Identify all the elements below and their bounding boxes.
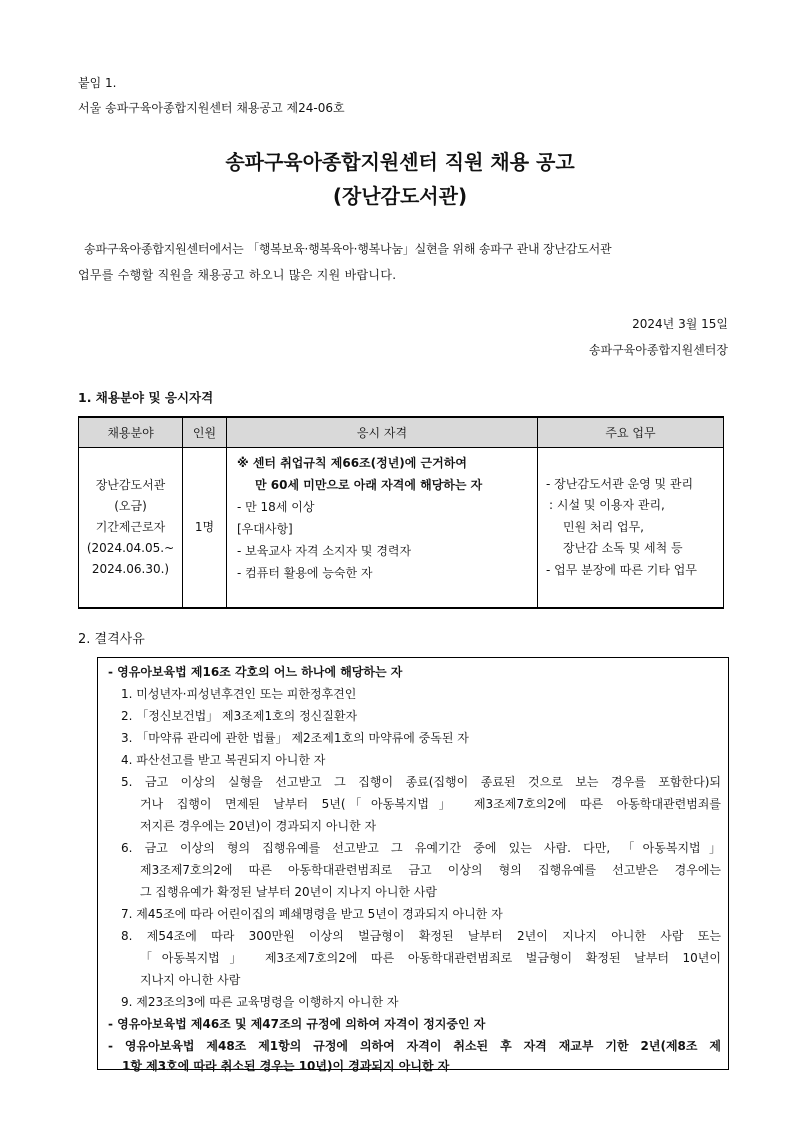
- intro-line-1: 송파구육아종합지원센터에서는 「행복보육·행복육아·행복나눔」실현을 위해 송파구 관내 장난감도서관: [84, 242, 612, 256]
- disqualification-line: 2. 「정신보건법」 제3조제1호의 정신질환자: [121, 709, 358, 723]
- disqualification-line: 7. 제45조에 따라 어린이집의 폐쇄명령을 받고 5년이 경과되지 아니한 자: [121, 907, 503, 921]
- qualification-line: 만 60세 미만으로 아래 자격에 해당하는 자: [255, 478, 483, 492]
- disqualification-line: 지나지 아니한 사람: [140, 973, 241, 987]
- disqualification-line: 8. 제54조에 따라 300만원 이상의 벌금형이 확정된 날부터 2년이 지나지 아니한 사람 또는: [121, 929, 721, 943]
- field-cell: [79, 448, 183, 609]
- notice-number: 서울 송파구육아종합지원센터 채용공고 제24-06호: [78, 101, 345, 115]
- field-line: 2024.06.30.): [91, 562, 170, 576]
- disqualification-line: - 영유아보육법 제46조 및 제47조의 규정에 의하여 자격이 정지중인 자: [108, 1017, 486, 1031]
- duties-cell: [538, 448, 724, 609]
- table-header-row: [79, 417, 724, 448]
- section-heading-2: 2. 결격사유: [78, 632, 145, 647]
- disqualification-line: 제3조제7호의2에 따른 아동학대관련범죄로 금고 이상의 형의 집행유예를 선고받은 경우에는: [140, 863, 721, 877]
- intro-paragraph: [78, 236, 728, 288]
- duty-line: 민원 처리 업무,: [563, 519, 644, 534]
- page-title: 송파구육아종합지원센터 직원 채용 공고: [225, 150, 575, 174]
- column-header: 주요 업무: [538, 417, 724, 448]
- table-row: [79, 448, 724, 609]
- disqualification-line: 9. 제23조의3에 따른 교육명령을 이행하지 아니한 자: [121, 995, 399, 1009]
- disqualification-line: 3. 「마약류 관리에 관한 법률」 제2조제1호의 마약류에 중독된 자: [121, 731, 469, 745]
- duty-line: : 시설 및 이용자 관리,: [549, 498, 665, 513]
- column-header: 응시 자격: [227, 417, 538, 448]
- page-subtitle: (장난감도서관): [332, 184, 468, 208]
- duty-line: - 장난감도서관 운영 및 관리: [546, 476, 694, 491]
- duty-line: - 업무 분장에 따른 기타 업무: [546, 562, 697, 577]
- attachment-label: 붙임 1.: [78, 76, 117, 90]
- disqualification-line: - 영유아보육법 제16조 각호의 어느 하나에 해당하는 자: [108, 665, 403, 679]
- column-header: 채용분야: [79, 417, 183, 448]
- disqualification-line: 5. 금고 이상의 실형을 선고받고 그 집행이 종료(집행이 종료된 것으로 보는 경우를 포함한다)되: [121, 775, 721, 789]
- duty-line: 장난감 소독 및 세척 등: [563, 541, 683, 556]
- disqualification-line: 「아동복지법」 제3조제7호의2에 따른 아동학대관련범죄로 벌금형이 확정된 날부터 10년이: [140, 951, 721, 965]
- notice-date: 2024년 3월 15일: [632, 317, 728, 331]
- disqualification-line: 1항 제3호에 따라 취소된 경우는 10년)이 경과되지 아니한 자: [122, 1059, 450, 1073]
- field-line: 기간제근로자: [95, 520, 166, 534]
- field-line: (오금): [114, 499, 147, 513]
- qualification-line: ※ 센터 취업규칙 제66조(정년)에 근거하여: [237, 456, 467, 470]
- disqualification-line: 그 집행유예가 확정된 날부터 20년이 지나지 아니한 사람: [140, 885, 437, 899]
- disqualification-line: 1. 미성년자·피성년후견인 또는 피한정후견인: [121, 687, 357, 701]
- qualification-line: [우대사항]: [237, 522, 293, 536]
- disqualification-line: 4. 파산선고를 받고 복권되지 아니한 자: [121, 753, 326, 767]
- qualification-line: - 보육교사 자격 소지자 및 경력자: [237, 544, 412, 558]
- disqualification-line: - 영유아보육법 제48조 제1항의 규정에 의하여 자격이 취소된 후 자격 재교부 기한 2년(제8조 제: [108, 1039, 721, 1053]
- column-header: 인원: [183, 417, 227, 448]
- qualification-line: - 컴퓨터 활용에 능숙한 자: [237, 566, 373, 580]
- disqualification-box: [97, 657, 729, 1073]
- field-line: (2024.04.05.~: [86, 541, 175, 555]
- disqualification-line: 거나 집행이 면제된 날부터 5년(「아동복지법」 제3조제7호의2에 따른 아동학대관련범죄를: [140, 797, 721, 811]
- issuer-name: 송파구육아종합지원센터장: [588, 343, 728, 357]
- disqualification-line: 6. 금고 이상의 형의 집행유예를 선고받고 그 유예기간 중에 있는 사람. 다만, 「아동복지법」: [121, 841, 721, 855]
- disqualification-line: 저지른 경우에는 20년)이 경과되지 아니한 자: [140, 819, 377, 833]
- qualification-cell: [227, 448, 538, 609]
- section-heading-1: 1. 채용분야 및 응시자격: [78, 390, 214, 405]
- intro-line-2: 업무를 수행할 직원을 채용공고 하오니 많은 지원 바랍니다.: [78, 268, 397, 282]
- field-line: 장난감도서관: [95, 478, 166, 492]
- headcount-cell: 1명: [183, 448, 227, 609]
- qualification-line: - 만 18세 이상: [237, 500, 315, 514]
- recruitment-table: [78, 416, 724, 609]
